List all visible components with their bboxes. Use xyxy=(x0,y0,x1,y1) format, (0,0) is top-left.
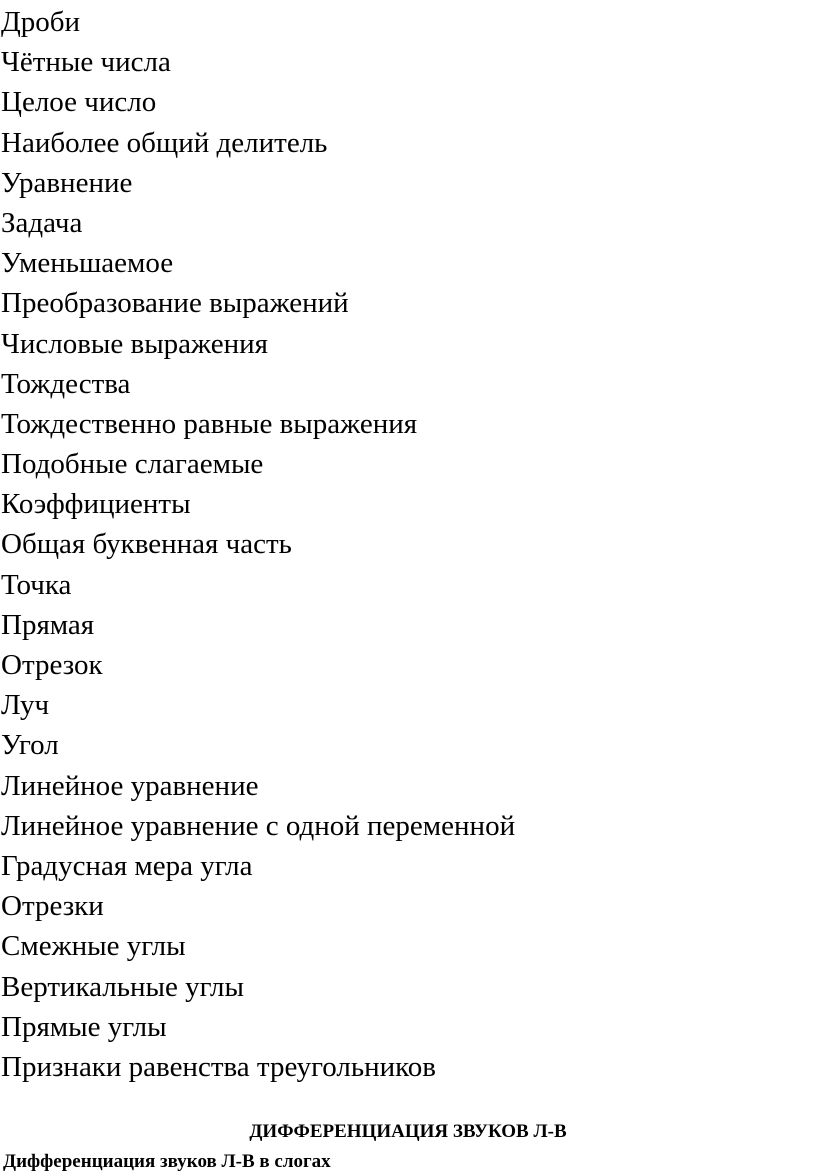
term-item: Линейное уравнение xyxy=(1,769,259,802)
term-item: Числовые выражения xyxy=(1,327,268,360)
term-item: Задача xyxy=(1,206,83,239)
term-item: Прямые углы xyxy=(1,1010,167,1043)
term-item: Градусная мера угла xyxy=(1,849,253,882)
term-item: Тождества xyxy=(1,367,131,400)
term-item: Прямая xyxy=(1,608,95,641)
term-item: Преобразование выражений xyxy=(1,287,349,320)
term-item: Дроби xyxy=(1,6,81,38)
section-heading: ДИФФЕРЕНЦИАЦИЯ ЗВУКОВ Л-В xyxy=(249,1121,567,1142)
term-item: Целое число xyxy=(1,86,157,119)
term-item: Признаки равенства треугольников xyxy=(1,1050,436,1083)
term-item: Общая буквенная часть xyxy=(1,528,292,561)
term-item: Уравнение xyxy=(1,166,133,199)
term-item: Смежные углы xyxy=(1,930,186,963)
term-item: Вертикальные углы xyxy=(1,970,245,1003)
term-item: Коэффициенты xyxy=(1,488,191,521)
term-item: Точка xyxy=(1,568,72,601)
term-item: Отрезок xyxy=(1,649,103,681)
term-item: Подобные слагаемые xyxy=(1,448,264,481)
subheading: Дифференциация звуков Л-В в слогах xyxy=(3,1151,331,1172)
term-item: Линейное уравнение с одной переменной xyxy=(1,809,516,842)
term-item: Луч xyxy=(1,689,50,722)
term-list xyxy=(1,2,515,1087)
term-item: Отрезки xyxy=(1,890,104,923)
term-item: Наиболее общий делитель xyxy=(1,126,328,159)
term-item: Чётные числа xyxy=(1,46,171,79)
term-item: Уменьшаемое xyxy=(1,247,174,280)
term-item: Угол xyxy=(1,729,59,762)
term-item: Тождественно равные выражения xyxy=(1,407,418,440)
